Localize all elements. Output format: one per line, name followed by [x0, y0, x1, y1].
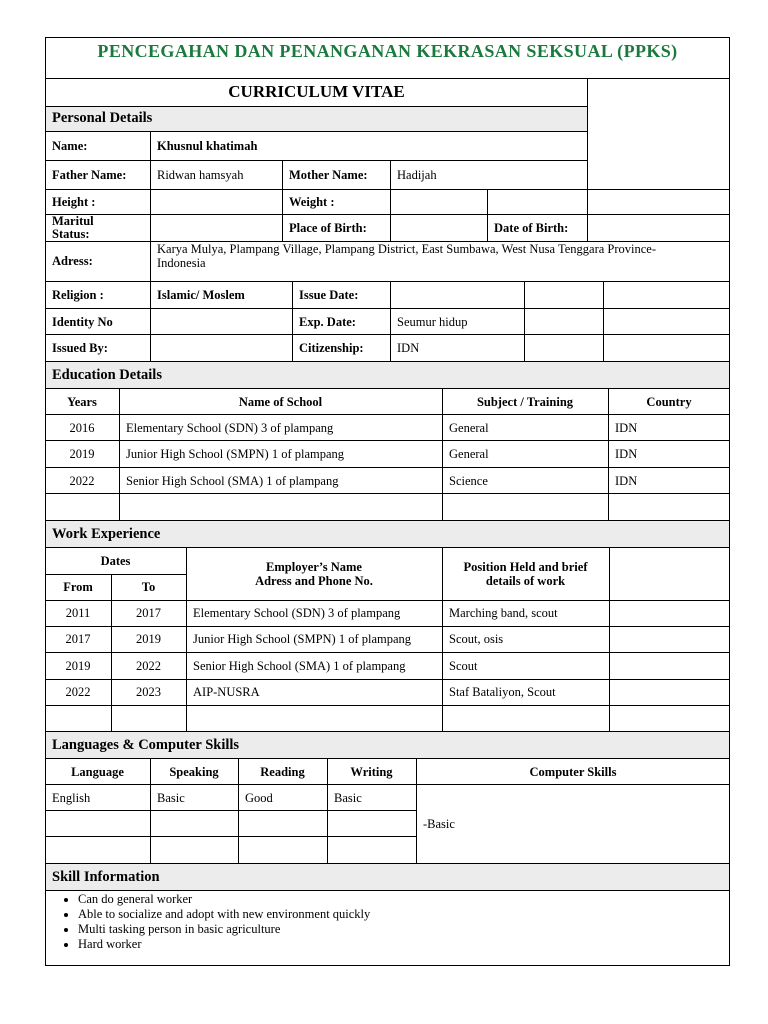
edu-year: 2016: [69, 421, 95, 435]
edu-header-subject: Subject / Training: [476, 395, 574, 409]
edu-country: IDN: [615, 474, 638, 488]
work-from: 2017: [65, 632, 91, 646]
page-title: PENCEGAHAN DAN PENANGANAN KEKRASAN SEKSUAL (PPKS): [97, 42, 678, 61]
languages-heading: Languages & Computer Skills: [52, 737, 240, 753]
work-header-dates: Dates: [100, 554, 131, 568]
edu-country: IDN: [615, 421, 638, 435]
lang-header-speaking: Speaking: [169, 765, 219, 779]
date-of-birth-label: Date of Birth:: [494, 221, 569, 235]
place-of-birth-label: Place of Birth:: [289, 221, 367, 235]
work-position: Scout, osis: [449, 632, 504, 646]
marital-label-line2: Status:: [52, 227, 90, 241]
work-employer: AIP-NUSRA: [193, 685, 260, 699]
citizenship-label: Citizenship:: [299, 341, 364, 355]
personal-details-heading: Personal Details: [52, 110, 153, 126]
edu-subject: Science: [449, 474, 488, 488]
work-header-position-line2: details of work: [485, 574, 566, 588]
mother-name-value: Hadijah: [397, 168, 437, 182]
work-employer: Junior High School (SMPN) 1 of plampang: [193, 632, 412, 646]
address-line2: Indonesia: [157, 256, 206, 270]
cv-title: CURRICULUM VITAE: [228, 82, 405, 101]
edu-subject: General: [449, 447, 489, 461]
edu-header-years: Years: [67, 395, 97, 409]
cv-page: [45, 37, 730, 966]
work-experience-heading: Work Experience: [52, 526, 161, 542]
skill-information-heading: Skill Information: [52, 869, 160, 885]
work-employer: Elementary School (SDN) 3 of plampang: [193, 606, 401, 620]
lang-language: English: [52, 791, 91, 805]
issued-by-label: Issued By:: [52, 341, 108, 355]
list-item: • Multi tasking person in basic agriculture: [78, 922, 370, 937]
work-header-position-line1: Position Held and brief: [463, 560, 588, 574]
work-position: Staf Bataliyon, Scout: [449, 685, 556, 699]
lang-reading: Good: [245, 791, 273, 805]
lang-writing: Basic: [334, 791, 362, 805]
marital-label-line1: Maritul: [52, 214, 94, 228]
education-details-heading: Education Details: [52, 367, 162, 383]
edu-header-country: Country: [646, 395, 692, 409]
computer-skills-value: -Basic: [423, 817, 455, 831]
list-item: • Hard worker: [78, 937, 370, 952]
work-to: 2022: [136, 659, 161, 673]
weight-label: Weight :: [289, 195, 335, 209]
mother-name-label: Mother Name:: [289, 168, 368, 182]
work-header-to: To: [141, 580, 156, 594]
edu-header-school: Name of School: [238, 395, 323, 409]
edu-year: 2019: [69, 447, 95, 461]
work-position: Scout: [449, 659, 478, 673]
work-position: Marching band, scout: [449, 606, 558, 620]
lang-header-writing: Writing: [350, 765, 393, 779]
skill-list: [58, 892, 370, 952]
edu-year: 2022: [69, 474, 95, 488]
edu-subject: General: [449, 421, 489, 435]
lang-header-reading: Reading: [260, 765, 305, 779]
issue-date-label: Issue Date:: [299, 288, 359, 302]
edu-school: Junior High School (SMPN) 1 of plampang: [126, 447, 345, 461]
work-header-employer-line2: Adress and Phone No.: [255, 574, 373, 588]
address-line1: Karya Mulya, Plampang Village, Plampang District, East Sumbawa, West Nusa Tenggara Province-: [157, 242, 656, 256]
work-employer: Senior High School (SMA) 1 of plampang: [193, 659, 406, 673]
height-label: Height :: [52, 195, 96, 209]
address-label: Adress:: [52, 254, 93, 268]
edu-country: IDN: [615, 447, 638, 461]
identity-no-label: Identity No: [52, 315, 113, 329]
lang-speaking: Basic: [157, 791, 185, 805]
religion-label: Religion :: [52, 288, 104, 302]
exp-date-label: Exp. Date:: [299, 315, 356, 329]
work-header-employer-line1: Employer’s Name: [266, 560, 362, 574]
work-from: 2019: [65, 659, 91, 673]
lang-header-language: Language: [71, 765, 124, 779]
name-label: Name:: [52, 139, 88, 153]
father-name-label: Father Name:: [52, 168, 127, 182]
list-item: • Can do general worker: [78, 892, 370, 907]
exp-date-value: Seumur hidup: [397, 315, 468, 329]
lang-header-computer-skills: Computer Skills: [529, 765, 617, 779]
work-to: 2023: [136, 685, 161, 699]
work-from: 2022: [65, 685, 91, 699]
edu-school: Elementary School (SDN) 3 of plampang: [126, 421, 334, 435]
edu-school: Senior High School (SMA) 1 of plampang: [126, 474, 339, 488]
father-name-value: Ridwan hamsyah: [157, 168, 244, 182]
citizenship-value: IDN: [397, 341, 420, 355]
work-to: 2019: [136, 632, 161, 646]
work-from: 2011: [65, 606, 91, 620]
work-header-from: From: [63, 580, 93, 594]
list-item: • Able to socialize and adopt with new environment quickly: [78, 907, 370, 922]
name-value: Khusnul khatimah: [157, 139, 258, 153]
work-to: 2017: [136, 606, 161, 620]
religion-value: Islamic/ Moslem: [157, 288, 245, 302]
